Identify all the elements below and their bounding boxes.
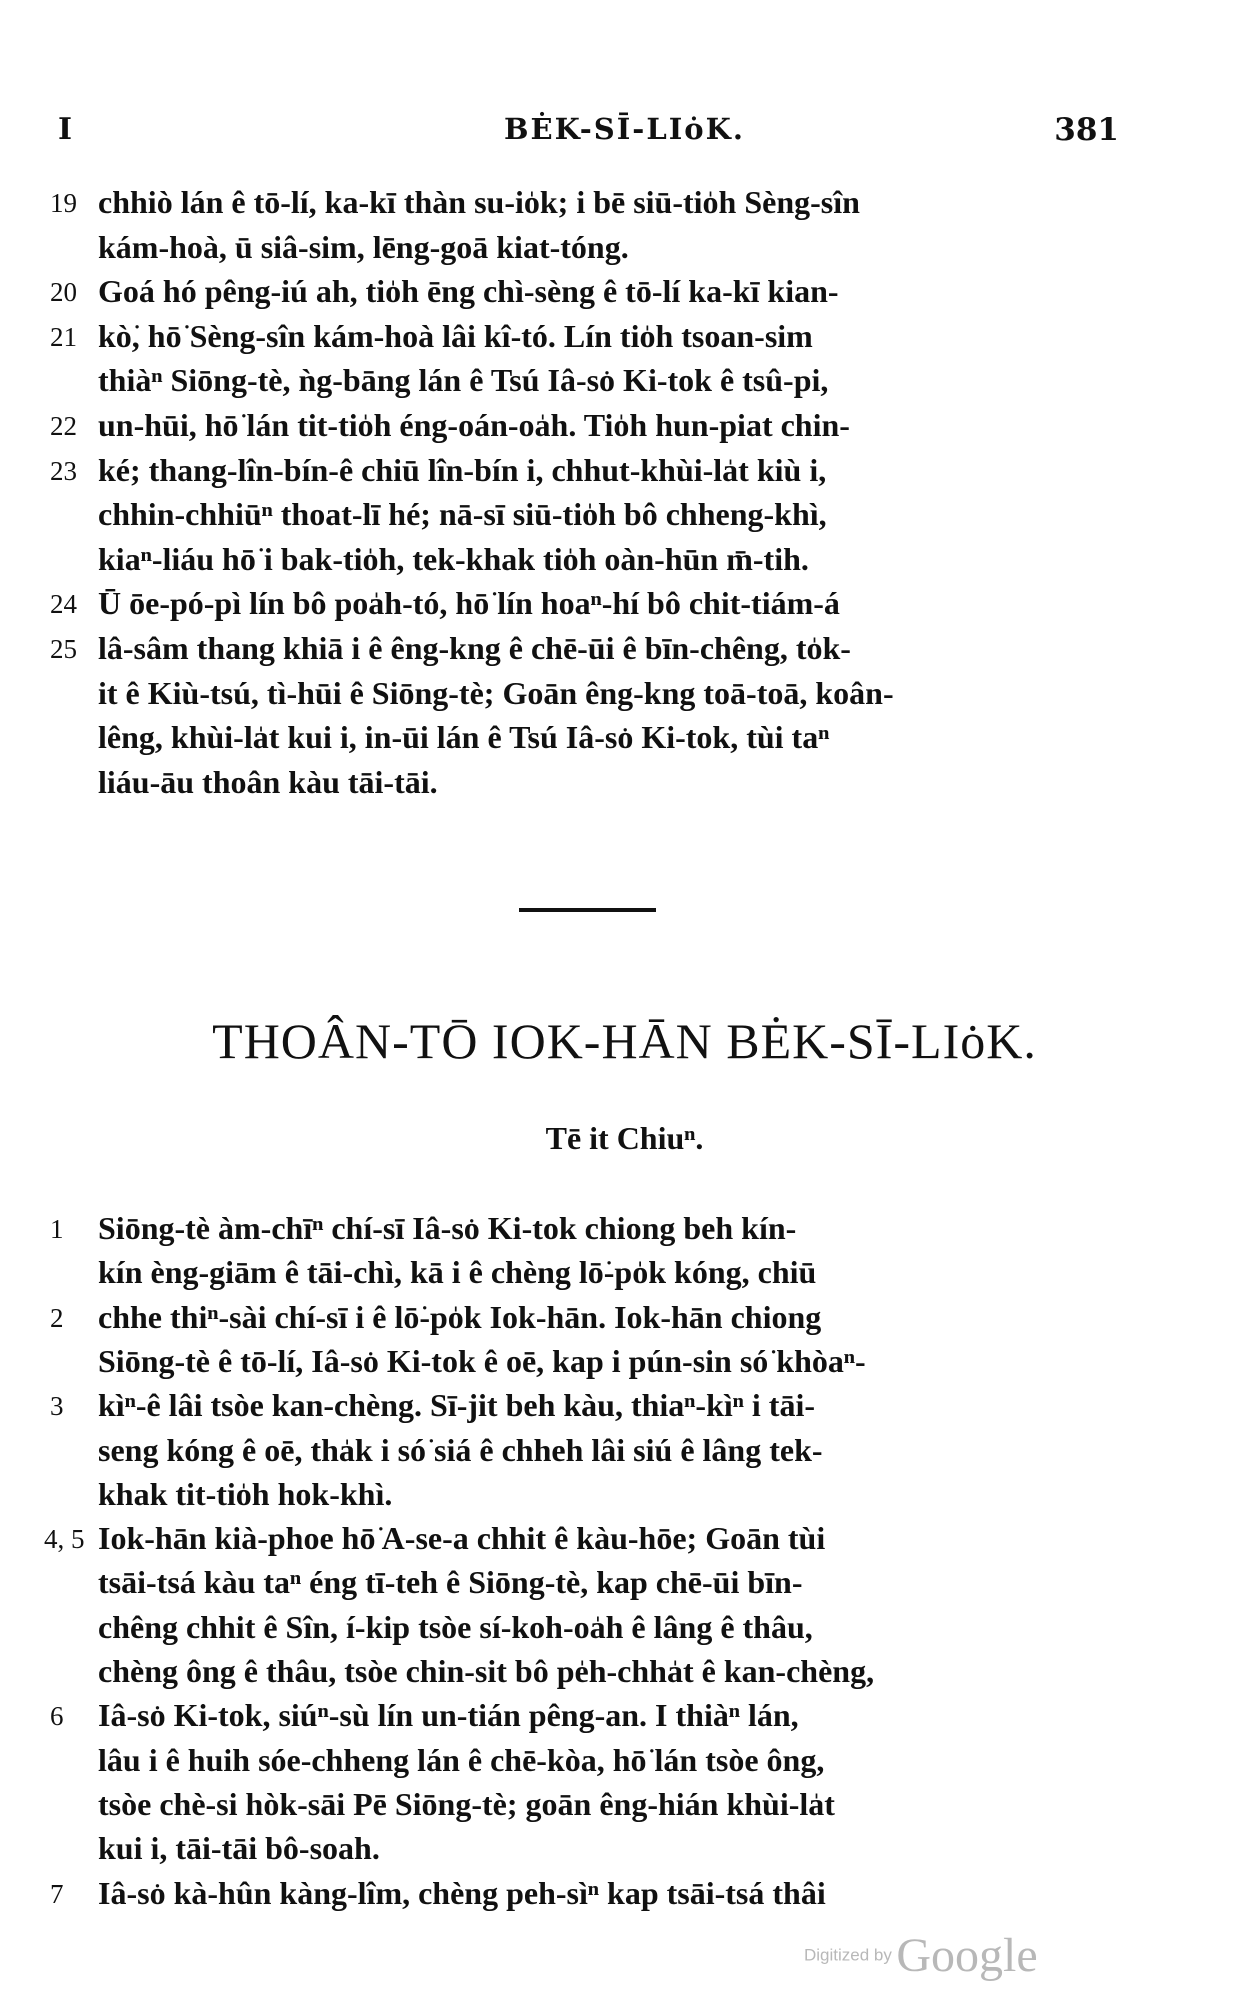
line-text: kìⁿ-ê lâi tsòe kan-chèng. Sī-jit beh kàu, thiaⁿ-kìⁿ i tāi-	[98, 1387, 815, 1424]
text-line	[0, 1742, 1249, 1784]
line-text: lâu i ê huih sóe-chheng lán ê chē-kòa, hō͘ lán tsòe ông,	[98, 1741, 825, 1778]
line-text: chhin-chhiūⁿ thoat-lī hé; nā-sī siū-tio̍h bô chheng-khì,	[98, 496, 827, 533]
text-line	[0, 1830, 1249, 1872]
line-text: liáu-āu thoân kàu tāi-tāi.	[98, 763, 438, 800]
verse-number: 7	[50, 1878, 64, 1909]
text-line	[0, 1875, 1249, 1917]
verse-number: 1	[50, 1214, 64, 1244]
line-text: thiàⁿ Siōng-tè, ǹg-bāng lán ê Tsú Iâ-so͘ Ki-tok ê tsû-pi,	[98, 362, 829, 399]
line-text: seng kóng ê oē, tha̍k i só͘ siá ê chheh lâi siú ê lâng tek-	[98, 1431, 823, 1468]
text-line	[0, 1609, 1249, 1651]
verse-number: 23	[50, 455, 77, 486]
google-logo: Google	[896, 1929, 1038, 1982]
line-text: Iok-hān kià-phoe hō͘ A-se-a chhit ê kàu-hōe; Goān tùi	[98, 1520, 826, 1557]
line-text: Iâ-so͘ kà-hûn kàng-lîm, chèng peh-sìⁿ kap tsāi-tsá thâi	[98, 1874, 826, 1911]
text-line	[0, 1786, 1249, 1828]
section-divider-rule	[519, 908, 656, 912]
line-text: lêng, khùi-la̍t kui i, in-ūi lán ê Tsú Iâ-so͘ Ki-tok, tùi taⁿ	[98, 719, 830, 756]
text-line	[0, 1387, 1249, 1429]
verse-number: 19	[50, 188, 77, 218]
line-text: kiaⁿ-liáu hō͘ i bak-tio̍h, tek-khak tio̍h oàn-hūn m̄-tih.	[98, 540, 809, 577]
verse-number: 25	[50, 634, 77, 664]
text-line	[0, 184, 1249, 226]
line-text: chhiò lán ê tō-lí, ka-kī thàn su-io̍k; i bē siū-tio̍h Sèng-sîn	[98, 184, 860, 220]
verse-number: 21	[50, 321, 77, 352]
line-text: lâ-sâm thang khiā i ê êng-kng ê chē-ūi ê bīn-chêng, to̍k-	[98, 630, 851, 666]
line-text: kui i, tāi-tāi bô-soah.	[98, 1830, 380, 1867]
verse-number: 24	[50, 589, 77, 620]
text-line	[0, 585, 1249, 627]
line-text: Siōng-tè àm-chīⁿ chí-sī Iâ-so͘ Ki-tok chiong beh kín-	[98, 1210, 797, 1246]
verse-number: 6	[50, 1701, 64, 1732]
digitized-watermark	[804, 1928, 1038, 1983]
text-line	[0, 1697, 1249, 1739]
line-text: Ū ōe-pó-pì lín bô poa̍h-tó, hō͘ lín hoaⁿ-hí bô chit-tiám-á	[98, 585, 840, 622]
line-text: un-hūi, hō͘ lán tit-tio̍h éng-oán-oa̍h. Tio̍h hun-piat chin-	[98, 407, 850, 443]
text-line	[0, 496, 1249, 538]
verse-number: 22	[50, 411, 77, 441]
text-line	[0, 452, 1249, 494]
text-line	[0, 764, 1249, 806]
line-text: chêng chhit ê Sîn, í-kip tsòe sí-koh-oa̍h ê lâng ê thâu,	[98, 1608, 813, 1645]
text-line	[0, 675, 1249, 717]
text-line	[0, 273, 1249, 315]
header-left-mark: I	[58, 112, 73, 147]
text-line	[0, 1343, 1249, 1385]
running-header-title: BĖK-SĪ-LIȯK.	[504, 112, 745, 146]
verse-number: 3	[50, 1391, 64, 1422]
line-text: chèng ông ê thâu, tsòe chin-sit bô pe̍h-chha̍t ê kan-chèng,	[98, 1653, 875, 1689]
verse-number: 2	[50, 1302, 64, 1333]
text-line	[0, 229, 1249, 271]
text-line	[0, 1653, 1249, 1695]
line-text: it ê Kiù-tsú, tì-hūi ê Siōng-tè; Goān êng-kng toā-toā, koân-	[98, 674, 894, 711]
chapter-heading: Tē it Chiuⁿ.	[545, 1120, 704, 1156]
text-line	[0, 541, 1249, 583]
text-line	[0, 362, 1249, 404]
text-line	[0, 719, 1249, 761]
text-line	[0, 407, 1249, 449]
line-text: kám-hoà, ū siâ-sim, lēng-goā kiat-tóng.	[98, 228, 629, 265]
line-text: tsòe chè-si hòk-sāi Pē Siōng-tè; goān êng-hián khùi-la̍t	[98, 1785, 835, 1822]
text-line	[0, 630, 1249, 672]
page-number: 381	[1054, 112, 1119, 148]
text-line	[0, 1432, 1249, 1474]
line-text: Iâ-so͘ Ki-tok, siúⁿ-sù lín un-tián pêng-an. I thiàⁿ lán,	[98, 1697, 799, 1734]
line-text: khak tit-tio̍h hok-khì.	[98, 1475, 393, 1512]
line-text: kò͘, hō͘ Sèng-sîn kám-hoà lâi kî-tó. Lín tio̍h tsoan-sim	[98, 317, 813, 354]
text-line	[0, 1254, 1249, 1296]
text-line	[0, 1299, 1249, 1341]
text-line	[0, 1520, 1249, 1562]
line-text: kín èng-giām ê tāi-chì, kā i ê chèng lō͘-po̍k kóng, chiū	[98, 1254, 817, 1291]
line-text: tsāi-tsá kàu taⁿ éng tī-teh ê Siōng-tè, kap chē-ūi bīn-	[98, 1564, 803, 1601]
line-text: ké; thang-lîn-bín-ê chiū lîn-bín i, chhut-khùi-la̍t kiù i,	[98, 451, 827, 488]
watermark-small-text: Digitized by	[804, 1945, 892, 1965]
text-line	[0, 1476, 1249, 1518]
verse-number: 4, 5	[44, 1524, 85, 1555]
line-text: chhe thiⁿ-sài chí-sī i ê lō͘-po̍k Iok-hān. Iok-hān chiong	[98, 1298, 822, 1335]
book-title: THOÂN-TŌ IOK-HĀN BĖK-SĪ-LIȯK.	[212, 1013, 1037, 1069]
text-line	[0, 1564, 1249, 1606]
line-text: Siōng-tè ê tō-lí, Iâ-so͘ Ki-tok ê oē, kap i pún-sin só͘ khòaⁿ-	[98, 1342, 866, 1379]
text-line	[0, 1210, 1249, 1252]
line-text: Goá hó pêng-iú ah, tio̍h ēng chì-sèng ê tō-lí ka-kī kian-	[98, 273, 839, 310]
text-line	[0, 318, 1249, 360]
verse-number: 20	[50, 277, 77, 308]
